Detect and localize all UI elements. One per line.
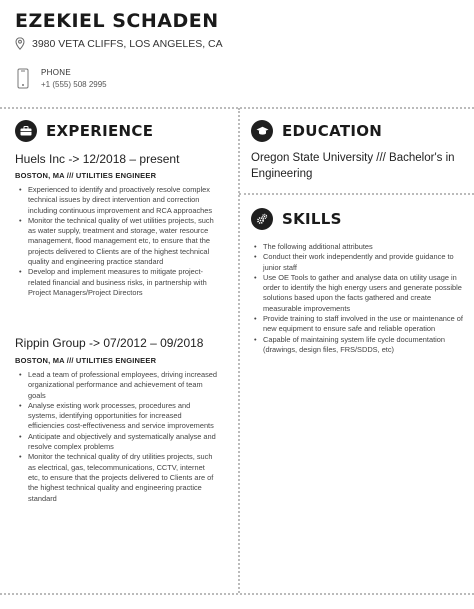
map-pin-icon — [15, 37, 25, 50]
bullet-item: • Monitor the technical quality of wet utilities projects, such as water supply, treatment and storage, water resource management, flood management etc, to ensure that the projects delivered to Clients are of the highest technical quality and engineering practice standard — [18, 216, 218, 267]
experience-heading — [15, 120, 153, 142]
bullet-item: • Lead a team of professional employees, driving increased organizational performance and achievement of team goals — [18, 370, 218, 401]
job-subheading: BOSTON, MA /// UTILITIES ENGINEER — [15, 356, 157, 365]
phone-label: PHONE — [41, 68, 71, 77]
footer-divider — [0, 593, 474, 595]
bullet-item: • Conduct their work independently and provide guidance to junior staff — [253, 252, 463, 273]
job-subheading: BOSTON, MA /// UTILITIES ENGINEER — [15, 171, 157, 180]
skills-bullets — [253, 242, 463, 355]
education-entry: Oregon State University /// Bachelor's in Engineering — [251, 152, 455, 180]
skills-heading — [251, 208, 342, 230]
bullet-item: • Experienced to identify and proactively resolve complex technical issues by direct intervention and correction including continuous improvement and RCA approaches — [18, 185, 218, 216]
bullet-item: • Capable of maintaining system life cycle documentation (drawings, design files, FRS/SDDS, etc) — [253, 335, 463, 356]
bullet-item: • Use OE Tools to gather and analyse data on utility usage in order to identify the high energy users and generate possible solutions based upon the facts gathered and create measurable improvements — [253, 273, 463, 314]
bullet-item: • Provide training to staff involved in the use or maintenance of new equipment to ensure safe and reliable operation — [253, 314, 463, 335]
experience-title: EXPERIENCE — [46, 122, 154, 140]
bullet-item: • Develop and implement measures to mitigate project-related financial and business risks, in partnership with Project Managers/Project Directors — [18, 267, 218, 298]
job-heading: Rippin Group -> 07/2012 – 09/2018 — [15, 336, 204, 350]
bullet-item: • The following additional attributes — [253, 242, 463, 252]
job-bullets — [18, 370, 218, 504]
phone-block — [15, 68, 107, 90]
education-title: EDUCATION — [282, 122, 383, 140]
bullet-item: • Monitor the technical quality of dry utilities projects, such as electrical, gas, telecommunications, CCTV, internet etc, to ensure that the projects delivered to Clients are of the highest technical quality and engineering practice standard — [18, 452, 218, 503]
skills-title: SKILLS — [282, 210, 342, 228]
address-line — [15, 37, 223, 50]
candidate-name: EZEKIEL SCHADEN — [15, 10, 219, 32]
education-heading — [251, 120, 382, 142]
bullet-item: • Anticipate and objectively and systematically analyse and resolve complex problems — [18, 432, 218, 453]
phone-number: +1 (555) 508 2995 — [41, 80, 107, 89]
phone-icon — [15, 68, 31, 90]
header-divider — [0, 107, 474, 109]
column-divider — [238, 108, 240, 593]
graduation-cap-icon — [251, 120, 273, 142]
right-section-divider — [239, 193, 474, 195]
job-heading: Huels Inc -> 12/2018 – present — [15, 152, 180, 166]
address-text: 3980 VETA CLIFFS, LOS ANGELES, CA — [32, 37, 223, 50]
briefcase-icon — [15, 120, 37, 142]
gears-icon — [251, 208, 273, 230]
job-bullets — [18, 185, 218, 298]
bullet-item: • Analyse existing work processes, procedures and systems, identifying opportunities for increased efficiencies cost-effectiveness and service improvements — [18, 401, 218, 432]
